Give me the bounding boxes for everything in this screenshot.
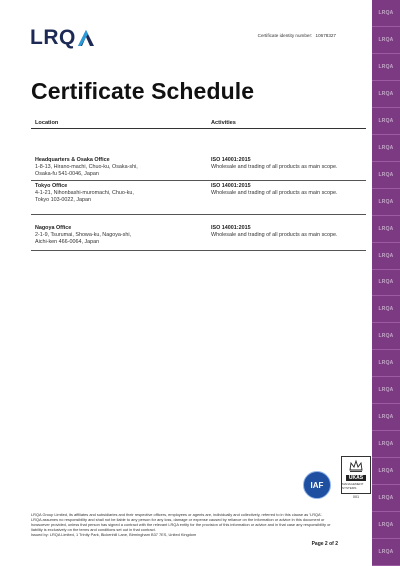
table-row — [31, 181, 366, 215]
side-strip-tile: LRQA — [372, 162, 400, 189]
side-strip-tile: LRQA — [372, 0, 400, 27]
activities-cell — [211, 157, 366, 180]
iaf-label: IAF — [310, 480, 324, 490]
location-cell — [31, 225, 211, 250]
certificate-id-value: 10678327 — [315, 33, 336, 38]
iso-standard: ISO 14001:2015 — [211, 183, 251, 189]
side-strip-tile: LRQA — [372, 296, 400, 323]
side-strip-tile: LRQA — [372, 243, 400, 270]
iaf-badge — [303, 471, 331, 499]
side-strip-tile: LRQA — [372, 485, 400, 512]
office-name: Nagoya Office — [35, 225, 72, 231]
certificate-id-label: Certificate identity number: — [257, 33, 313, 38]
ukas-label: UKAS — [346, 475, 366, 481]
lrqa-logo — [30, 26, 95, 50]
ukas-badge — [341, 456, 371, 499]
side-strip-tile: LRQA — [372, 135, 400, 162]
location-cell — [31, 183, 211, 214]
schedule-table — [31, 117, 366, 251]
ukas-number: 001 — [352, 495, 360, 499]
header-activities: Activities — [211, 120, 236, 126]
footer-line: howsoever provided, unless that person has signed a contract with the relevant LRQA entity for the provision of this information or advice and in that case any responsibility or — [31, 522, 331, 527]
certificate-identity — [258, 33, 336, 38]
table-row — [31, 215, 366, 251]
location-cell — [31, 157, 211, 180]
side-strip-tile: LRQA — [372, 458, 400, 485]
footer-line: LRQA Group Limited, its affiliates and subsidiaries and their respective officers, employees or agents are, individually and collectively, referred to in this clause as 'LRQA'. — [31, 512, 323, 517]
page-title: Certificate Schedule — [31, 78, 255, 104]
table-row — [31, 129, 366, 181]
office-name: Headquarters & Osaka Office — [35, 157, 110, 163]
side-strip-tile: LRQA — [372, 27, 400, 54]
logo-a-mark-icon — [77, 29, 95, 47]
ukas-seal — [341, 456, 371, 494]
side-strip-tile: LRQA — [372, 404, 400, 431]
page-number: Page 2 of 2 — [311, 541, 338, 547]
side-strip-tile: LRQA — [372, 377, 400, 404]
logo-text: LRQ — [30, 26, 76, 49]
side-strip-tile: LRQA — [372, 108, 400, 135]
iso-standard: ISO 14001:2015 — [211, 225, 251, 231]
footer-line: liability is exclusively on the terms and conditions set out in that contract. — [31, 527, 156, 532]
side-strip-tile: LRQA — [372, 539, 400, 566]
crown-icon — [349, 459, 363, 473]
activity-text: Wholesale and trading of all products as main scope. — [211, 190, 338, 196]
activity-text: Wholesale and trading of all products as main scope. — [211, 232, 338, 238]
header-location: Location — [35, 120, 59, 126]
side-strip-tile: LRQA — [372, 81, 400, 108]
table-header — [31, 117, 366, 129]
side-strip-tile: LRQA — [372, 54, 400, 81]
side-strip-tile: LRQA — [372, 270, 400, 297]
lrqa-side-strip — [372, 0, 400, 566]
office-address-line: Aichi-ken 466-0064, Japan — [35, 239, 100, 245]
side-strip-tile: LRQA — [372, 216, 400, 243]
footer-issued-by: Issued by: LRQA Limited, 1 Trinity Park, Bickenhill Lane, Birmingham B37 7ES, United Kingdom — [31, 532, 197, 537]
activity-text: Wholesale and trading of all products as main scope. — [211, 164, 338, 170]
office-address-line: Tokyo 103-0022, Japan — [35, 197, 92, 203]
activities-cell — [211, 183, 366, 214]
office-address-line: 4-1-21, Nihonbashi-muromachi, Chuo-ku, — [35, 190, 134, 196]
office-address-line: Osaka-fu 541-0046, Japan — [35, 171, 99, 177]
ukas-sub-label: MANAGEMENT SYSTEMS — [342, 482, 364, 490]
footer-line: LRQA assumes no responsibility and shall not be liable to any person for any loss, damage or expense caused by reliance on the information or advice in this document or — [31, 517, 325, 522]
accreditation-badges — [303, 456, 371, 499]
side-strip-tile: LRQA — [372, 512, 400, 539]
iso-standard: ISO 14001:2015 — [211, 157, 251, 163]
office-address-line: 2-1-9, Tsurumai, Showa-ku, Nagoya-shi, — [35, 232, 132, 238]
activities-cell — [211, 225, 366, 250]
side-strip-tile: LRQA — [372, 323, 400, 350]
office-address-line: 1-8-13, Hirano-machi, Chuo-ku, Osaka-shi, — [35, 164, 138, 170]
legal-footer — [31, 512, 367, 537]
office-name: Tokyo Office — [35, 183, 68, 189]
side-strip-tile: LRQA — [372, 350, 400, 377]
side-strip-tile: LRQA — [372, 431, 400, 458]
side-strip-tile: LRQA — [372, 189, 400, 216]
